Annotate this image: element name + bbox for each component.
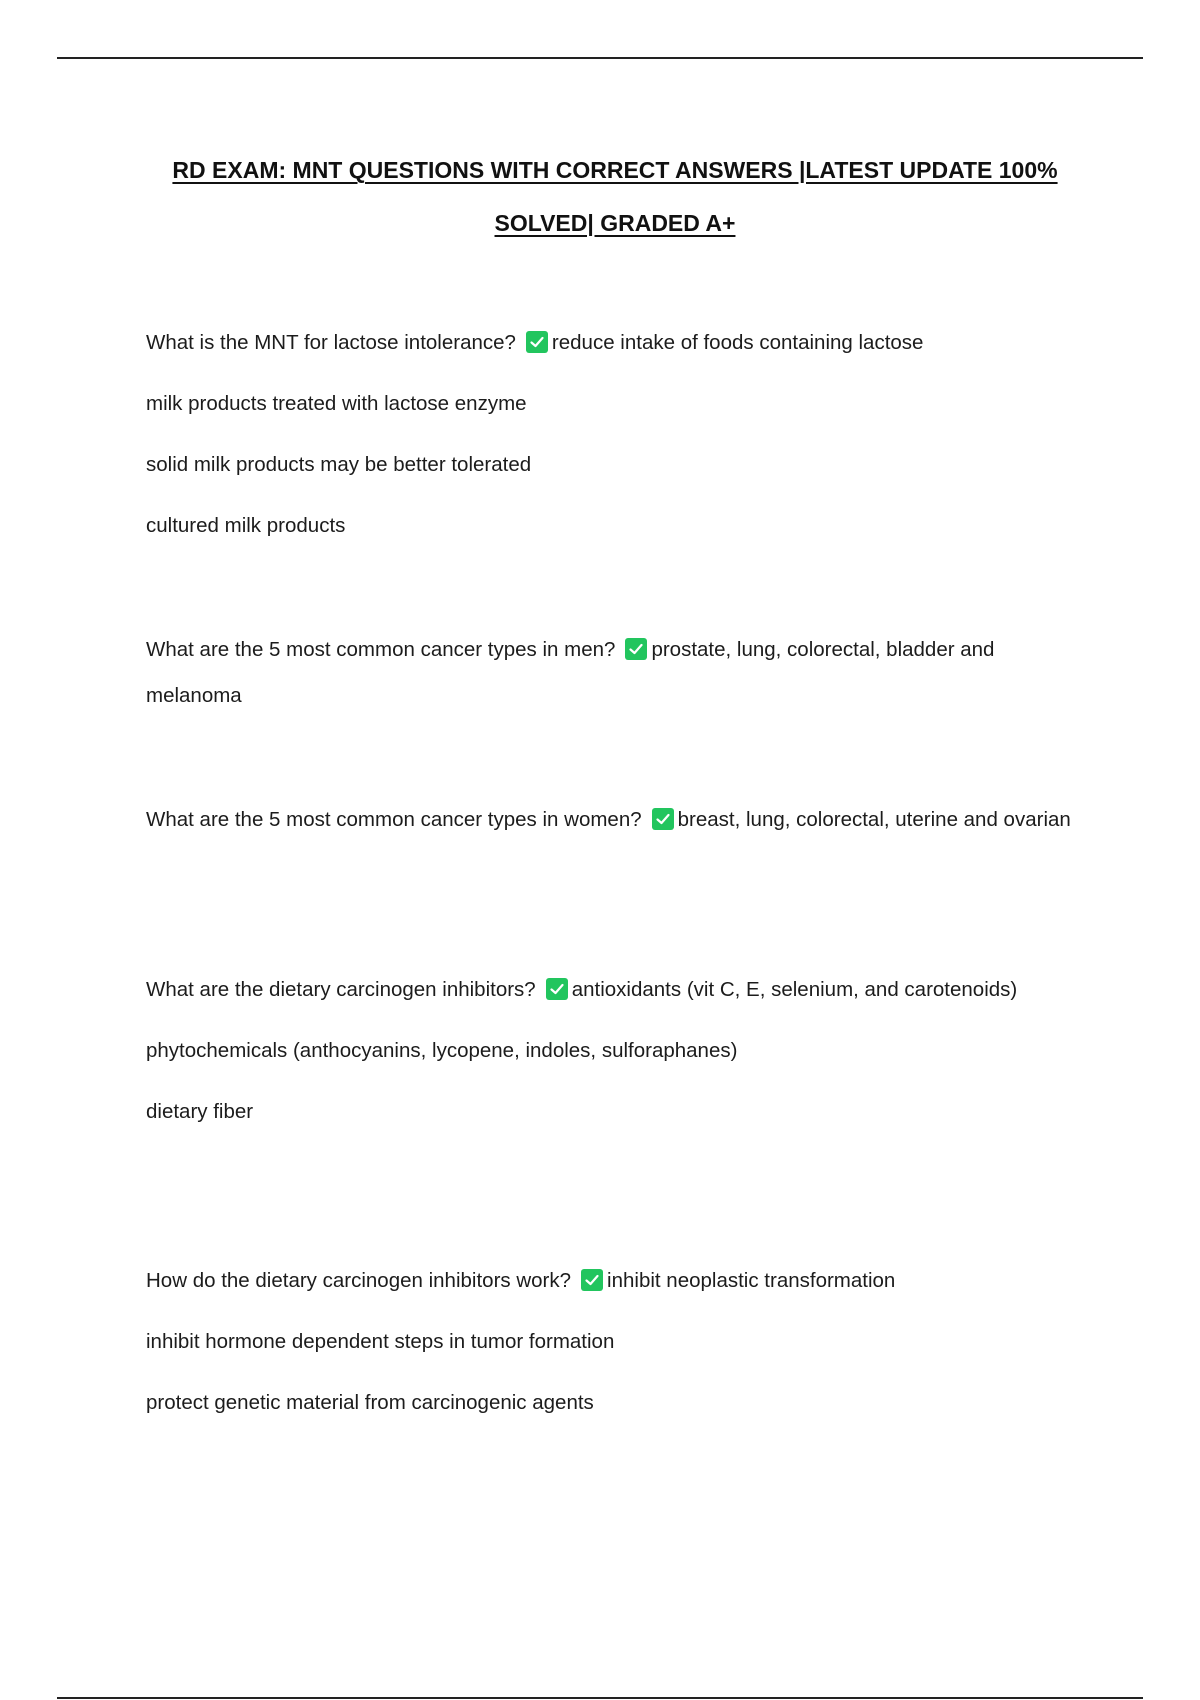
answer-line: solid milk products may be better tolerated bbox=[146, 453, 532, 476]
qa-item bbox=[146, 797, 1086, 843]
check-mark-icon bbox=[652, 808, 674, 830]
question-text: What is the MNT for lactose intolerance? bbox=[146, 331, 516, 354]
check-mark-icon bbox=[546, 978, 568, 1000]
top-rule bbox=[57, 57, 1143, 59]
check-mark-icon bbox=[581, 1269, 603, 1291]
bottom-rule bbox=[57, 1697, 1143, 1699]
document-title: RD EXAM: MNT QUESTIONS WITH CORRECT ANSWERS |LATEST UPDATE 100% SOLVED| GRADED A+ bbox=[172, 157, 1058, 236]
answer-text: antioxidants (vit C, E, selenium, and carotenoids) bbox=[571, 978, 1018, 1001]
answer-text: reduce intake of foods containing lactose bbox=[551, 331, 924, 354]
question-text: What are the 5 most common cancer types in men? bbox=[146, 638, 616, 661]
check-mark-icon bbox=[625, 638, 647, 660]
question-line bbox=[146, 967, 1086, 1013]
answer-line: milk products treated with lactose enzyme bbox=[146, 392, 527, 415]
question-line bbox=[146, 627, 1086, 719]
question-text: What are the dietary carcinogen inhibitors? bbox=[146, 978, 536, 1001]
answer-line: cultured milk products bbox=[146, 514, 346, 537]
answer-text: inhibit neoplastic transformation bbox=[607, 1269, 896, 1292]
check-mark-icon bbox=[526, 331, 548, 353]
qa-item bbox=[146, 967, 1086, 1135]
qa-item bbox=[146, 320, 1086, 549]
answer-line: protect genetic material from carcinogenic agents bbox=[146, 1391, 594, 1414]
question-text: What are the 5 most common cancer types in women? bbox=[146, 808, 642, 831]
qa-item bbox=[146, 627, 1086, 719]
answer-text: breast, lung, colorectal, uterine and ovarian bbox=[677, 808, 1071, 831]
question-line bbox=[146, 797, 1086, 843]
question-line bbox=[146, 1258, 1086, 1304]
question-text: How do the dietary carcinogen inhibitors work? bbox=[146, 1269, 572, 1292]
answer-line: inhibit hormone dependent steps in tumor formation bbox=[146, 1330, 615, 1353]
answer-line: dietary fiber bbox=[146, 1100, 254, 1123]
question-line bbox=[146, 320, 1086, 366]
qa-item bbox=[146, 1258, 1086, 1426]
answer-text: prostate, lung, colorectal, bladder and melanoma bbox=[146, 638, 995, 707]
answer-line: phytochemicals (anthocyanins, lycopene, indoles, sulforaphanes) bbox=[146, 1039, 738, 1062]
